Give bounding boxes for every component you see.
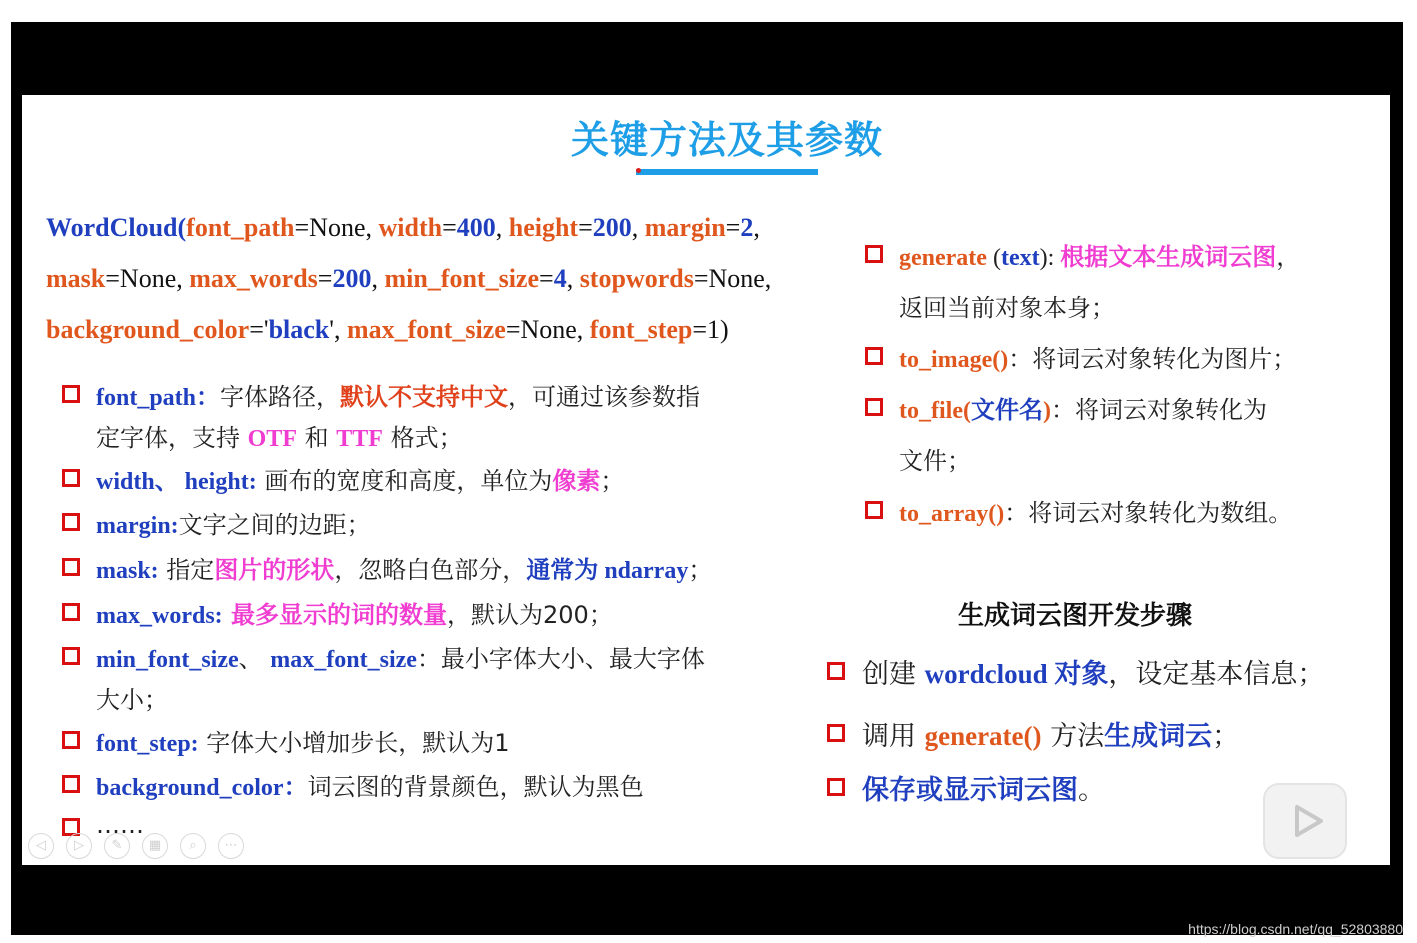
value-token: = (578, 213, 593, 242)
value-token: 2 (740, 213, 754, 242)
play-icon (1265, 785, 1345, 857)
value-token: =None, (505, 315, 590, 344)
steps-title: 生成词云图开发步骤 (958, 601, 1193, 631)
param-name: font_step: (96, 731, 199, 757)
param-item-font-size (96, 639, 705, 674)
value-token: black (268, 315, 330, 344)
method-name: to_file( (899, 398, 971, 424)
param-item-ellipsis: …… (96, 811, 144, 839)
param-desc: ，可通过该参数指 (508, 383, 701, 411)
param-desc: 格式； (382, 424, 463, 452)
method-name: to_image() (899, 347, 1009, 373)
step-text: ，设定基本信息； (1108, 659, 1325, 690)
method-desc: ：将词云对象转化为数组。 (1004, 499, 1293, 527)
bullet-icon (827, 778, 845, 796)
param-desc: 定字体，支持 (96, 424, 248, 452)
param-name: width、 height: (96, 469, 257, 495)
method-desc: ( (986, 245, 1001, 271)
param-highlight: 图片的形状 (214, 556, 335, 584)
bullet-icon (865, 347, 883, 365)
param-token: font_step (589, 315, 693, 344)
sep-token: , (631, 213, 645, 242)
method-highlight: 根据文本生成词云图 (1060, 243, 1277, 271)
param-desc: 文字之间的边距； (178, 511, 371, 539)
signature-line-1 (46, 213, 760, 243)
value-token: 200 (332, 264, 372, 293)
slide (22, 95, 1390, 865)
param-token: max_font_size (346, 315, 506, 344)
step-generate (862, 714, 1239, 753)
param-item-font-path (96, 377, 700, 412)
bullet-icon (865, 398, 883, 416)
bullet-icon (62, 731, 80, 749)
param-name: mask: (96, 558, 159, 584)
method-desc: ): (1039, 245, 1061, 271)
param-desc: ：最小字体大小、最大字体 (416, 645, 705, 673)
value-token: 400 (456, 213, 496, 242)
step-highlight: 生成词云 (1104, 721, 1213, 752)
bullet-icon (62, 603, 80, 621)
param-item-font-size-line2: 大小； (96, 686, 168, 714)
param-name: background_color： (96, 775, 308, 801)
param-desc: 字体路径， (220, 383, 341, 411)
method-arg: text (1000, 245, 1040, 271)
bullet-icon (62, 775, 80, 793)
sep-token: , (495, 213, 509, 242)
param-token: height (508, 213, 579, 242)
step-save (862, 768, 1105, 807)
param-name: min_font_size (96, 647, 239, 673)
value-token: 4 (553, 264, 567, 293)
next-icon[interactable]: ▷ (66, 833, 92, 859)
step-highlight: generate() (924, 721, 1042, 751)
bullet-icon (865, 501, 883, 519)
value-token: = (317, 264, 333, 293)
signature-line-2 (46, 264, 771, 294)
method-to-image (899, 339, 1296, 374)
watermark: https://blog.csdn.net/qq_52803880 (1188, 921, 1403, 937)
method-to-file-line2: 文件； (899, 447, 971, 475)
step-text: 。 (1078, 775, 1105, 806)
param-name: max_font_size (270, 647, 417, 673)
bullet-icon (865, 245, 883, 263)
step-highlight: wordcloud 对象 (924, 659, 1109, 689)
value-token: =' (249, 315, 269, 344)
param-desc: ，忽略白色部分， (334, 556, 527, 584)
param-desc: 和 (296, 424, 337, 452)
value-token: = (442, 213, 457, 242)
param-highlight: 像素 (552, 467, 601, 495)
param-token: font_path (186, 213, 295, 242)
param-desc: ； (600, 467, 625, 495)
param-item-width-height (96, 461, 624, 496)
method-name: ) (1042, 398, 1051, 424)
sep-token: , (371, 264, 385, 293)
bullet-icon (62, 385, 80, 403)
bullet-icon (62, 513, 80, 531)
method-name: to_array() (899, 501, 1005, 527)
pen-icon[interactable]: ✎ (104, 833, 130, 859)
param-desc: 词云图的背景颜色，默认为黑色 (307, 773, 644, 801)
value-token: =1) (692, 315, 729, 344)
param-item-margin (96, 505, 371, 540)
param-name: max_words: (96, 603, 223, 629)
param-token: max_words (189, 264, 318, 293)
play-button[interactable] (1263, 783, 1347, 859)
method-generate-line2: 返回当前对象本身； (899, 294, 1115, 322)
param-highlight: 通常为 (526, 556, 599, 584)
step-highlight: 保存或显示词云图 (862, 775, 1078, 806)
bullet-icon (62, 469, 80, 487)
bullet-icon (62, 558, 80, 576)
param-desc: 指定 (158, 556, 215, 584)
slide-title: 关键方法及其参数 (570, 118, 883, 162)
step-text: 方法 (1041, 721, 1105, 752)
param-highlight: ndarray (598, 558, 689, 584)
bullet-icon (62, 647, 80, 665)
param-token: mask (46, 264, 106, 293)
method-desc: ：将词云对象转化为图片； (1008, 345, 1297, 373)
method-name: generate (899, 245, 987, 271)
fn-name: WordCloud( (46, 213, 187, 242)
param-desc: 画布的宽度和高度，单位为 (256, 467, 553, 495)
value-token: =None, (693, 264, 772, 293)
param-item-mask (96, 550, 712, 585)
param-name: font_path： (96, 385, 221, 411)
sep-token: , (566, 264, 580, 293)
sep-token: , (753, 213, 760, 242)
slides-icon[interactable]: ▦ (142, 833, 168, 859)
method-to-file (899, 390, 1267, 425)
param-desc: 、 (238, 645, 271, 673)
more-icon[interactable]: ⋯ (218, 833, 244, 859)
step-text: ； (1212, 721, 1240, 752)
param-item-font-step (96, 723, 510, 758)
param-token: width (378, 213, 443, 242)
param-highlight: OTF (247, 426, 297, 452)
value-token: = (725, 213, 741, 242)
step-create (862, 652, 1324, 691)
value-token: =None, (294, 213, 379, 242)
param-desc: 字体大小增加步长，默认为1 (198, 729, 510, 757)
param-item-max-words (96, 595, 613, 630)
bullet-icon (827, 724, 845, 742)
param-desc: ； (688, 556, 713, 584)
method-arg: 文件名 (970, 396, 1043, 424)
param-token: background_color (46, 315, 250, 344)
step-text: 创建 (862, 659, 925, 690)
step-text: 调用 (862, 721, 925, 752)
param-item-background-color (96, 767, 644, 802)
laser-pointer-dot (636, 168, 641, 173)
method-desc: ， (1276, 243, 1301, 271)
title-underline (636, 169, 818, 175)
method-desc: ：将词云对象转化为 (1050, 396, 1267, 424)
prev-icon[interactable]: ◁ (28, 833, 54, 859)
param-highlight: TTF (336, 426, 383, 452)
value-token: =None, (105, 264, 190, 293)
param-token: stopwords (579, 264, 694, 293)
param-token: margin (644, 213, 726, 242)
method-generate (899, 237, 1300, 272)
bullet-icon (827, 662, 845, 680)
zoom-icon[interactable]: ⌕ (180, 833, 206, 859)
param-highlight: 默认不支持中文 (340, 383, 509, 411)
param-highlight: 最多显示的词的数量 (222, 601, 448, 629)
param-item-font-path-line2 (96, 418, 463, 453)
sep-token: ', (329, 315, 347, 344)
value-token: = (539, 264, 554, 293)
value-token: 200 (592, 213, 632, 242)
param-desc: ，默认为200； (447, 601, 613, 629)
param-token: min_font_size (384, 264, 540, 293)
method-to-array (899, 493, 1292, 528)
signature-line-3 (46, 315, 729, 345)
param-name: margin: (96, 513, 179, 539)
